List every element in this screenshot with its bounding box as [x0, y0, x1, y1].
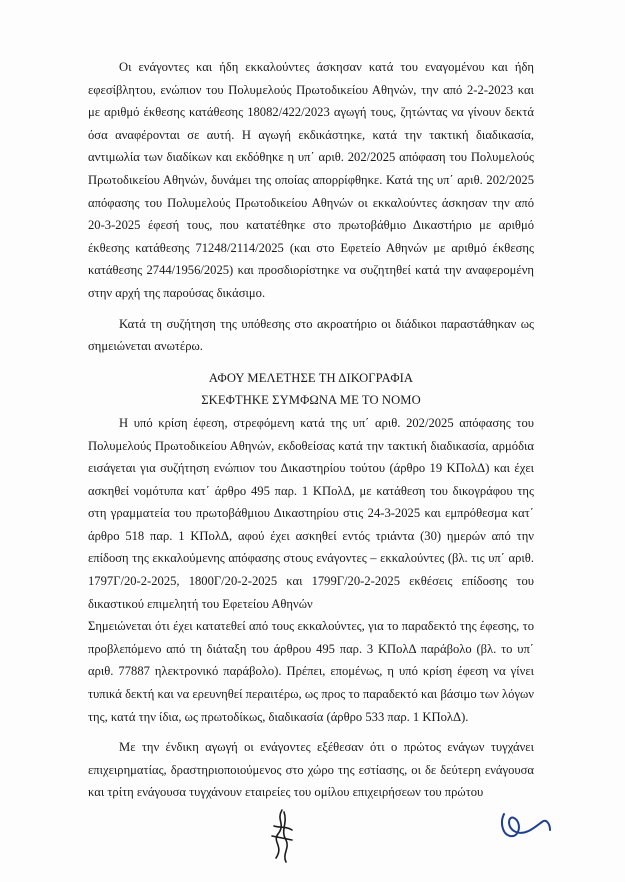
signature-left-mark	[262, 806, 302, 866]
paragraph-admissibility: Η υπό κρίση έφεση, στρεφόμενη κατά της υπ΄ αριθ. 202/2025 απόφασης του Πολυμελούς Πρωτοδικείου Αθηνών, εκδοθείσας κατά την τακτική διαδικασία, αρμόδια εισάγεται για συζήτηση ενώπιον του Δικαστηρίου τούτου (άρθρο 19 ΚΠολΔ) και έχει ασκηθεί νομότυπα κατ΄ άρθρο 495 παρ. 1 ΚΠολΔ, με κατάθεση του δικογράφου της στη γραμματεία του πρωτοβάθμιου Δικαστηρίου στις 24-3-2025 και εμπρόθεσμα κατ΄ άρθρο 518 παρ. 1 ΚΠολΔ, αφού έχει ασκηθεί εντός τριάντα (30) ημερών από την επίδοση της εκκαλούμενης απόφασης στους ενάγοντες – εκκαλούντες (βλ. τις υπ΄ αριθ. 1797Γ/20-2-2025, 1800Γ/20-2-2025 και 1799Γ/20-2-2025 εκθέσεις επίδοσης του δικαστικού επιμελητή του Εφετείου Αθηνών	[88, 415, 534, 611]
signature-right-mark	[498, 806, 554, 846]
heading-studied-pleadings: ΑΦΟΥ ΜΕΛΕΤΗΣΕ ΤΗ ΔΙΚΟΓΡΑΦΙΑ	[208, 370, 414, 385]
heading-considered-law: ΣΚΕΦΤΗΚΕ ΣΥΜΦΩΝΑ ΜΕ ΤΟ ΝΟΜΟ	[201, 393, 421, 408]
document-body	[88, 56, 534, 804]
paragraph-claim-summary: Με την ένδικη αγωγή οι ενάγοντες εξέθεσαν ότι ο πρώτος ενάγων τυγχάνει επιχειρηματίας, δραστηριοποιούμενος στο χώρο της εστίασης, οι δε δεύτερη ενάγουσα και τρίτη ενάγουσα τυγχάνουν εταιρείες του ομίλου επιχειρήσεων του πρώτου	[88, 740, 534, 800]
paragraph-fee-note: Σημειώνεται ότι έχει κατατεθεί από τους εκκαλούντες, για το παραδεκτό της έφεσης, το προβλεπόμενο από τη διάταξη του άρθρου 495 παρ. 3 ΚΠολΔ παράβολο (βλ. το υπ΄ αριθ. 77887 ηλεκτρονικό παράβολο). Πρέπει, επομένως, η υπό κρίση έφεση να γίνει τυπικά δεκτή και να ερευνηθεί περαιτέρω, ως προς το παραδεκτό και βάσιμο των λόγων της, κατά την ίδια, ως πρωτοδίκως, διαδικασία (άρθρο 533 παρ. 1 ΚΠολΔ).	[88, 619, 534, 724]
paragraph-hearing-note: Κατά τη συζήτηση της υπόθεσης στο ακροατήριο οι διάδικοι παραστάθηκαν ως σημειώνεται ανωτέρω.	[88, 316, 534, 354]
paragraph-appeal-background: Οι ενάγοντες και ήδη εκκαλούντες άσκησαν κατά του εναγομένου και ήδη εφεσίβλητου, ενώπιον του Πολυμελούς Πρωτοδικείου Αθηνών, την από 2-2-2023 και με αριθμό έκθεσης κατάθεσης 18082/422/2023 αγωγή τους, ζητώντας να γίνουν δεκτά όσα αναφέρονται σε αυτή. Η αγωγή εκδικάστηκε, κατά την τακτική διαδικασία, αντιμωλία των διαδίκων και εκδόθηκε η υπ΄ αριθ. 202/2025 απόφαση του Πολυμελούς Πρωτοδικείου Αθηνών, δυνάμει της οποίας απορρίφθηκε. Κατά της υπ΄ αριθ. 202/2025 απόφασης του Πολυμελούς Πρωτοδικείου Αθηνών οι εκκαλούντες άσκησαν την από 20-3-2025 έφεσή τους, που κατατέθηκε στο πρωτοβάθμιο Δικαστήριο με αριθμό έκθεσης κατάθεσης 71248/2114/2025 (και στο Εφετείο Αθηνών με αριθμό έκθεσης κατάθεσης 2744/1956/2025) και προσδιορίστηκε να συζητηθεί κατά την αναφερομένη στην αρχή της παρούσας δικάσιμο.	[88, 60, 534, 300]
